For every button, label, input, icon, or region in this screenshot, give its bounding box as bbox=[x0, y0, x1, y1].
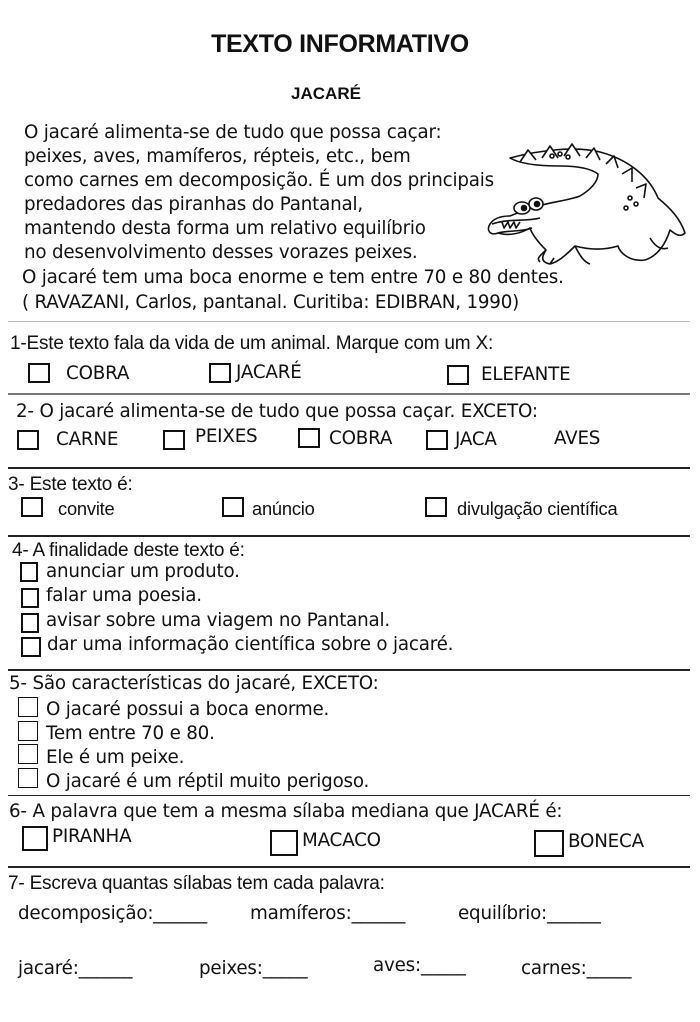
answer-blank[interactable]: ______ bbox=[78, 958, 133, 979]
answer-blank[interactable]: _____ bbox=[586, 958, 632, 979]
checkbox-piranha[interactable] bbox=[22, 826, 48, 851]
divider bbox=[8, 669, 690, 671]
field-label: carnes: bbox=[521, 958, 587, 979]
text-line: como carnes em decomposição. É um dos principais bbox=[24, 170, 494, 191]
option-label: JACA bbox=[455, 429, 497, 450]
syllable-field-aves[interactable] bbox=[373, 955, 466, 976]
syllable-field-mamiferos[interactable] bbox=[250, 903, 405, 924]
checkbox-boneca[interactable] bbox=[534, 830, 564, 857]
question-2-prompt: 2- O jacaré alimenta-se de tudo que possa caçar. EXCETO: bbox=[16, 401, 538, 422]
field-label: jacaré: bbox=[18, 958, 79, 979]
checkbox-peixes[interactable] bbox=[163, 430, 185, 450]
field-label: peixes: bbox=[199, 958, 263, 979]
field-label: decomposição: bbox=[18, 903, 154, 924]
answer-blank[interactable]: ______ bbox=[351, 903, 406, 924]
question-1-prompt: 1-Este texto fala da vida de um animal. Marque com um X: bbox=[10, 333, 494, 354]
answer-blank[interactable]: _____ bbox=[420, 955, 466, 976]
divider bbox=[8, 535, 690, 537]
checkbox-option[interactable] bbox=[20, 562, 38, 582]
citation: ( RAVAZANI, Carlos, pantanal. Curitiba: EDIBRAN, 1990) bbox=[22, 292, 520, 313]
text-line: mantendo desta forma um relativo equilíbrio bbox=[24, 218, 426, 239]
divider bbox=[8, 866, 690, 868]
checkbox-option[interactable] bbox=[18, 721, 38, 741]
field-label: equilíbrio: bbox=[458, 903, 548, 924]
option-label: avisar sobre uma viagem no Pantanal. bbox=[46, 610, 391, 631]
option-label: COBRA bbox=[66, 363, 130, 384]
option-label: MACACO bbox=[302, 830, 381, 851]
question-7-prompt: 7- Escreva quantas sílabas tem cada palavra: bbox=[8, 873, 385, 894]
syllable-field-equilibrio[interactable] bbox=[458, 903, 601, 924]
checkbox-option[interactable] bbox=[18, 768, 38, 788]
alligator-illustration-icon bbox=[480, 138, 690, 273]
answer-blank[interactable]: ______ bbox=[153, 903, 207, 924]
checkbox-jaca[interactable] bbox=[426, 430, 448, 450]
checkbox-cobra[interactable] bbox=[28, 363, 50, 383]
checkbox-anuncio[interactable] bbox=[222, 497, 244, 517]
checkbox-jacare[interactable] bbox=[209, 363, 231, 383]
question-5-prompt: 5- São características do jacaré, EXCETO: bbox=[9, 673, 379, 694]
checkbox-macaco[interactable] bbox=[270, 830, 298, 856]
text-line: no desenvolvimento desses vorazes peixes. bbox=[24, 242, 418, 263]
text-line: O jacaré tem uma boca enorme e tem entre 70 e 80 dentes. bbox=[22, 267, 564, 288]
syllable-field-carnes[interactable] bbox=[521, 958, 631, 979]
option-label: AVES bbox=[554, 428, 601, 449]
field-label: aves: bbox=[373, 955, 421, 976]
option-label: CARNE bbox=[56, 429, 119, 450]
option-label: COBRA bbox=[329, 428, 393, 449]
option-label: O jacaré é um réptil muito perigoso. bbox=[46, 771, 370, 792]
syllable-field-peixes[interactable] bbox=[199, 958, 307, 979]
option-label: anúncio bbox=[252, 498, 315, 519]
checkbox-option[interactable] bbox=[18, 697, 38, 717]
question-3-prompt: 3- Este texto é: bbox=[8, 474, 133, 495]
checkbox-divulgacao-cientifica[interactable] bbox=[425, 497, 447, 517]
checkbox-carne[interactable] bbox=[17, 430, 39, 450]
text-line: O jacaré alimenta-se de tudo que possa caçar: bbox=[24, 122, 442, 143]
question-4-prompt: 4- A finalidade deste texto é: bbox=[12, 540, 245, 561]
checkbox-option[interactable] bbox=[21, 637, 41, 657]
divider bbox=[8, 467, 690, 469]
option-label: divulgação científica bbox=[457, 498, 618, 519]
answer-blank[interactable]: ______ bbox=[547, 903, 601, 924]
divider bbox=[8, 393, 690, 395]
divider bbox=[8, 321, 690, 322]
page-title: TEXTO INFORMATIVO bbox=[211, 30, 469, 58]
option-label: convite bbox=[58, 498, 115, 519]
checkbox-option[interactable] bbox=[21, 588, 39, 608]
option-label: Tem entre 70 e 80. bbox=[46, 723, 215, 744]
checkbox-convite[interactable] bbox=[21, 497, 43, 517]
option-label: falar uma poesia. bbox=[46, 585, 202, 606]
checkbox-cobra-2[interactable] bbox=[298, 428, 320, 448]
option-label: ELEFANTE bbox=[481, 364, 571, 385]
option-label: dar uma informação científica sobre o jacaré. bbox=[47, 634, 454, 655]
option-label: O jacaré possui a boca enorme. bbox=[46, 699, 330, 720]
text-line: predadores das piranhas do Pantanal, bbox=[24, 194, 363, 215]
syllable-field-decomposicao[interactable] bbox=[18, 903, 207, 924]
option-label: JACARÉ bbox=[236, 362, 302, 383]
field-label: mamíferos: bbox=[250, 903, 352, 924]
text-line: peixes, aves, mamíferos, répteis, etc., bem bbox=[24, 146, 411, 167]
answer-blank[interactable]: _____ bbox=[262, 958, 308, 979]
option-label: Ele é um peixe. bbox=[46, 747, 185, 768]
checkbox-elefante[interactable] bbox=[447, 365, 469, 385]
option-label: PIRANHA bbox=[52, 826, 132, 847]
divider bbox=[8, 795, 690, 796]
option-label: anunciar um produto. bbox=[46, 561, 240, 582]
checkbox-option[interactable] bbox=[18, 744, 38, 764]
text-title: JACARÉ bbox=[291, 84, 361, 103]
checkbox-option[interactable] bbox=[21, 613, 39, 633]
option-label: BONECA bbox=[568, 831, 644, 852]
option-label: PEIXES bbox=[195, 426, 258, 447]
question-6-prompt: 6- A palavra que tem a mesma sílaba mediana que JACARÉ é: bbox=[9, 801, 563, 822]
syllable-field-jacare[interactable] bbox=[18, 958, 132, 979]
